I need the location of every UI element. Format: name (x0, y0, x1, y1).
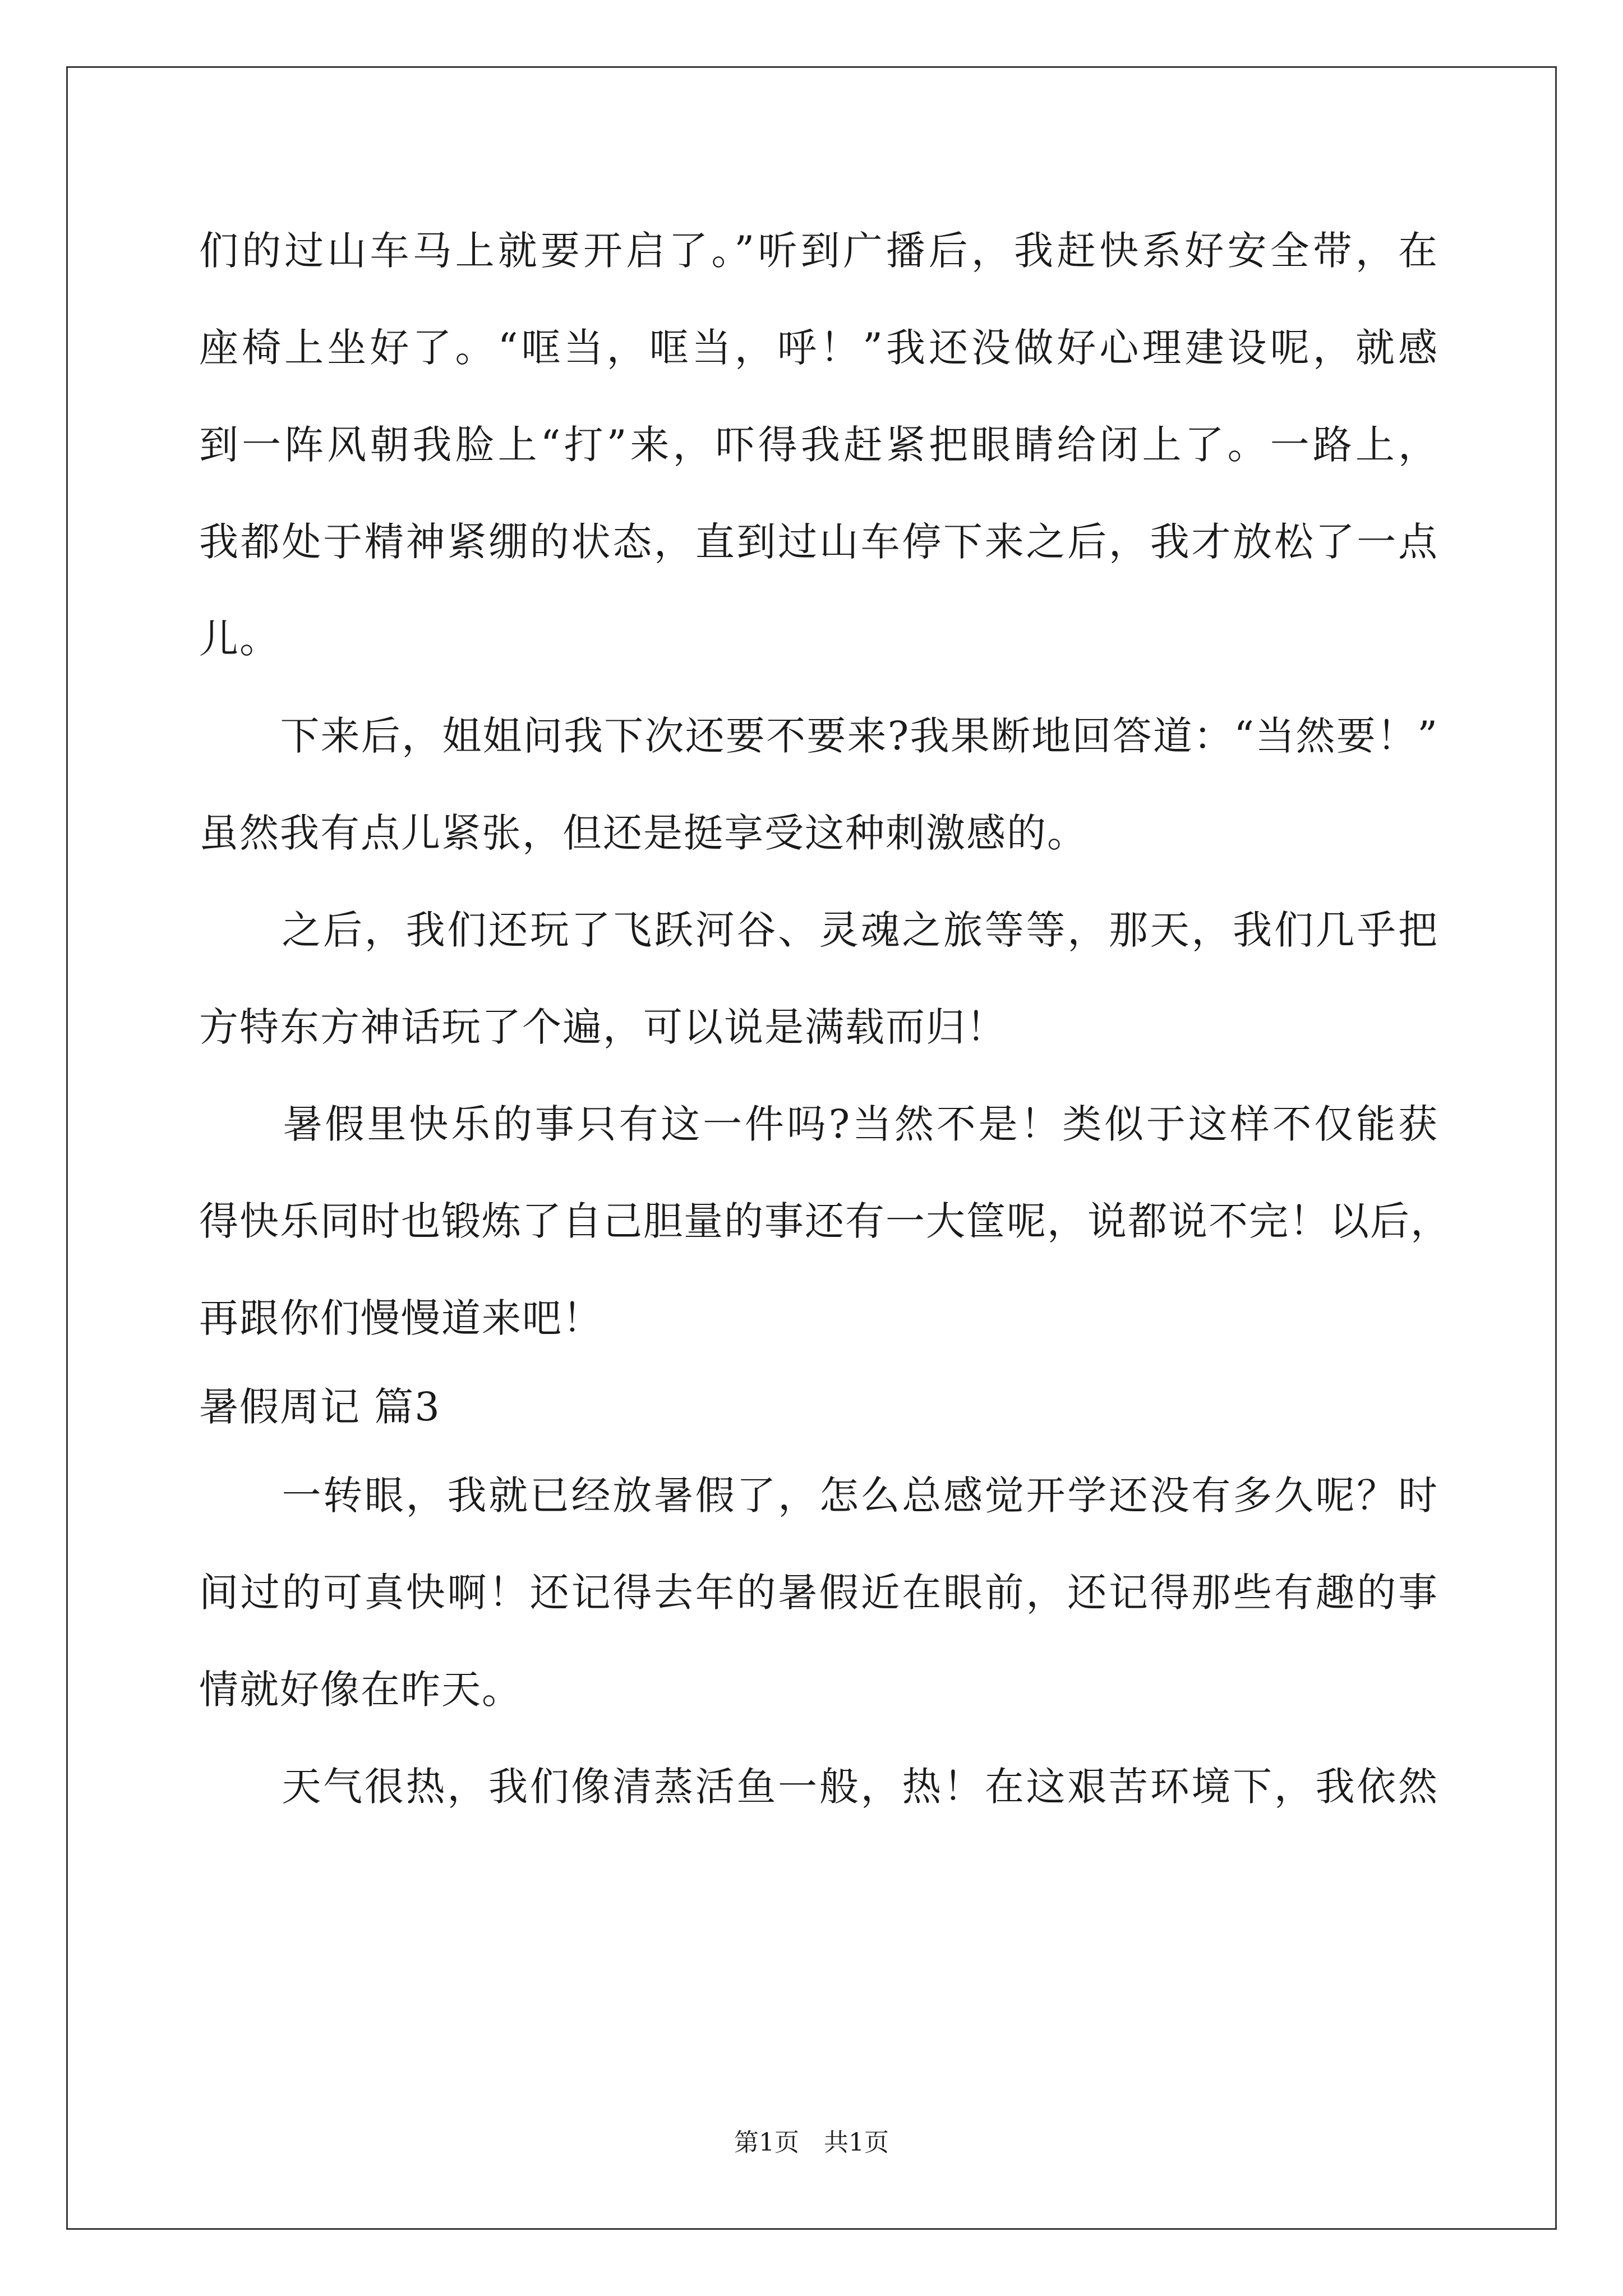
text-line: 情就好像在昨天。 (199, 1667, 522, 1713)
text-line: 下来后，姐姐问我下次还要不要来?我果断地回答道：“当然要！” (199, 713, 1438, 759)
text-line: 得快乐同时也锻炼了自己胆量的事还有一大筐呢，说都说不完！以后， (199, 1198, 1451, 1244)
text-line: 再跟你们慢慢道来吧！ (199, 1295, 603, 1341)
text-line: 们的过山车马上就要开启了。”听到广播后，我赶快系好安全带，在 (199, 228, 1438, 274)
text-line: 座椅上坐好了。“哐当，哐当，呼！”我还没做好心理建设呢，就感 (199, 325, 1438, 371)
text-line: 天气很热，我们像清蒸活鱼一般，热！在这艰苦环境下，我依然 (199, 1764, 1438, 1810)
page-footer: 第1页 共1页 (734, 2128, 889, 2157)
text-line: 方特东方神话玩了个遍，可以说是满载而归！ (199, 1004, 1007, 1050)
text-line: 间过的可真快啊！还记得去年的暑假近在眼前，还记得那些有趣的事 (199, 1570, 1438, 1616)
text-line: 虽然我有点儿紧张，但还是挺享受这种刺激感的。 (199, 810, 1087, 856)
text-line: 之后，我们还玩了飞跃河谷、灵魂之旅等等，那天，我们几乎把 (199, 907, 1438, 953)
text-line: 暑假里快乐的事只有这一件吗?当然不是！类似于这样不仅能获 (199, 1101, 1438, 1147)
text-line: 我都处于精神紧绷的状态，直到过山车停下来之后，我才放松了一点 (199, 519, 1438, 565)
page-border (66, 66, 1557, 2230)
text-line: 到一阵风朝我脸上“打”来，吓得我赶紧把眼睛给闭上了。一路上， (199, 422, 1438, 468)
text-line: 一转眼，我就已经放暑假了，怎么总感觉开学还没有多久呢？时 (199, 1473, 1438, 1519)
text-line: 儿。 (199, 616, 280, 662)
section-heading: 暑假周记 篇3 (199, 1384, 441, 1430)
